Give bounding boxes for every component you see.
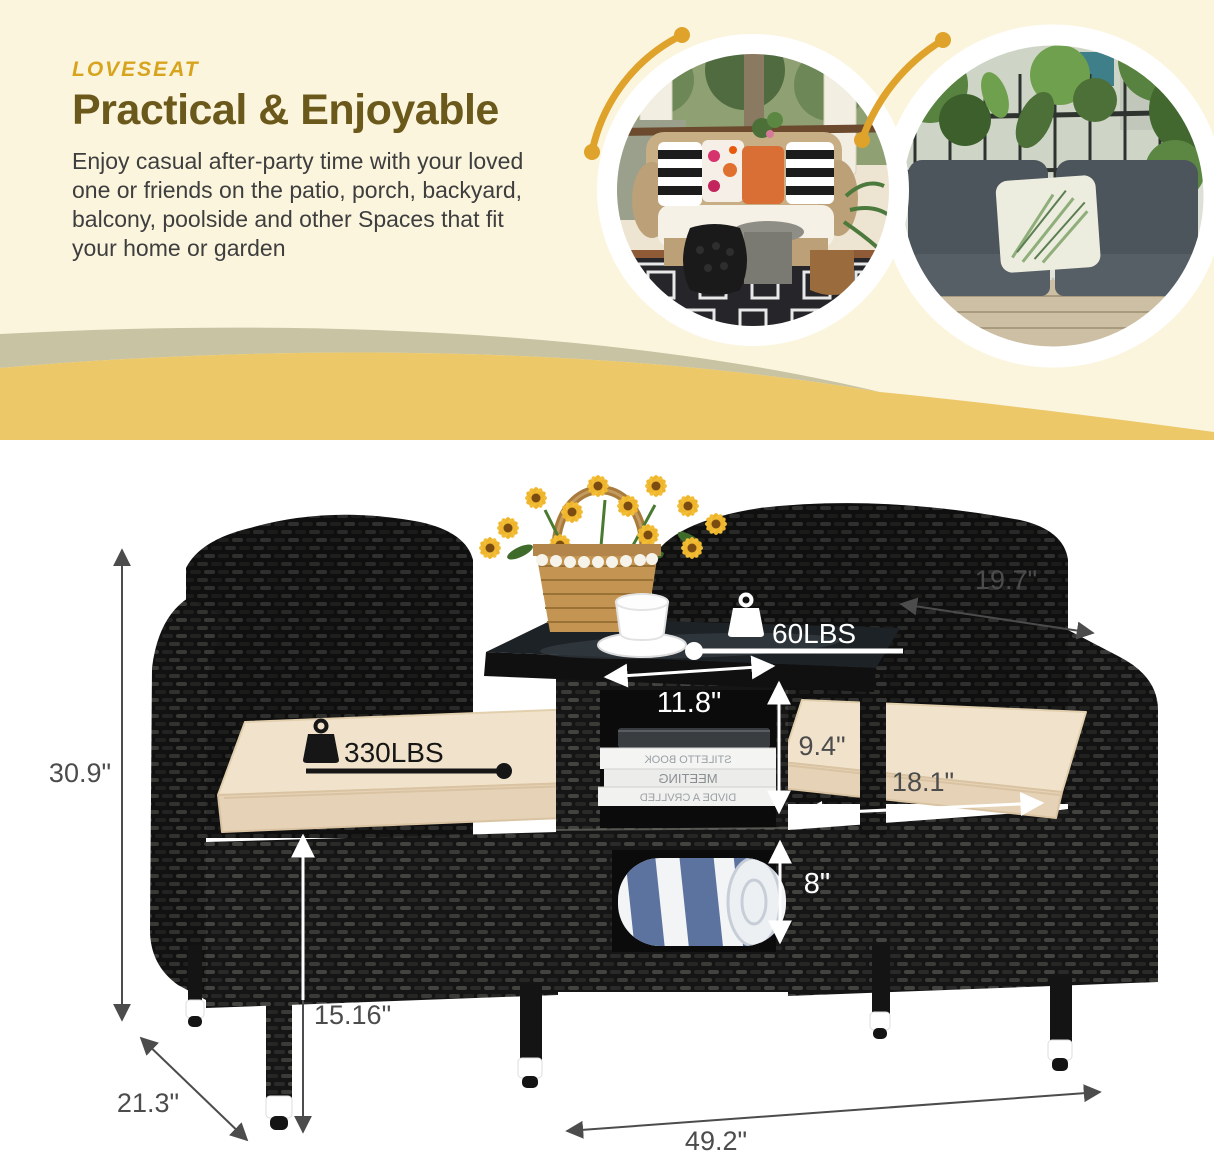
description-text (72, 147, 592, 263)
description-line-3: balcony, poolside and other Spaces that fit (72, 206, 504, 232)
table-height-label: 9.4" (798, 731, 846, 761)
overall-width-label: 49.2" (684, 1126, 748, 1156)
book-spine-3: DIVDE A CRVLLED (639, 792, 737, 804)
back-width-label: 19.7" (974, 565, 1038, 595)
eyebrow-label: LOVESEAT (72, 58, 200, 81)
overall-height-label: 30.9" (48, 758, 112, 788)
description-line-2: one or friends on the patio, porch, backyard, (72, 177, 523, 203)
book-stack (598, 728, 776, 806)
seat-width-label: 18.1" (891, 767, 955, 797)
table-capacity-label: 60LBS (772, 618, 857, 649)
table-width-label: 11.8" (656, 687, 722, 719)
cubby-height-label: 8" (803, 868, 831, 900)
header-block (72, 58, 592, 263)
page-title: Practical & Enjoyable (72, 86, 499, 134)
seat-capacity-label: 330LBS (344, 737, 444, 768)
seat-height-label: 15.16" (314, 1000, 392, 1030)
description-line-1: Enjoy casual after-party time with your loved (72, 148, 524, 174)
book-spine-1: STILETTO BOOK (644, 754, 732, 766)
right-base-panel (788, 798, 1158, 996)
left-base-panel (206, 832, 558, 1008)
book-spine-2: MEETING (658, 771, 718, 786)
seat-depth-label: 21.3" (116, 1088, 180, 1118)
description-line-4: your home or garden (72, 235, 286, 261)
